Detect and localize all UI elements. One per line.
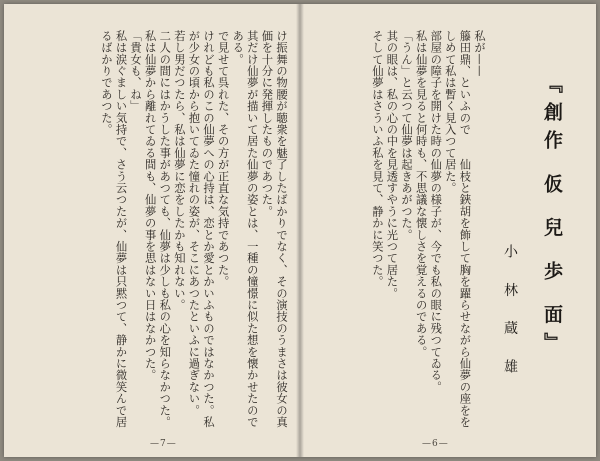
right-page xyxy=(304,4,596,457)
page-number: —6— xyxy=(422,439,449,449)
paragraph: 若し男だつたら、私は仙夢に恋をしたかも知れない。 xyxy=(172,30,186,311)
paragraph: 籐田鼎、といふので 仙枝と鋏胡を飾して胸を躍らせながら仙夢の座ををしめて私は暫く見入つて居た。 xyxy=(443,30,472,428)
paragraph: けれども私のこの仙夢への心持は、恋とか愛とかいふものではなかつた。私が少女の頃から抱いてゐた憧れの姿が、そこにあつたといふに過ぎない。 xyxy=(187,30,216,428)
author-name: 小 林 蔵 雄 xyxy=(502,244,518,384)
paragraph: け振舞の物腰が聴衆を魅了したばかりでなく、その演技のうまさは彼女の真価を十分に発揮したものであつた。 xyxy=(260,30,288,428)
dialogue-line: 「うん」と云つて仙夢は起きあがつた。 xyxy=(400,30,414,241)
paragraph: 私が—— xyxy=(473,30,486,77)
paragraph: 其の眼は、私の心の中を見透すやうに光つて居た。 xyxy=(385,30,399,300)
left-page-text xyxy=(18,30,288,432)
paragraph: 私は仙夢から離れてゐる間も、仙夢の事を思はない日はなかつた。 xyxy=(143,30,157,381)
paragraph: 部屋の障子を開けた時の仙夢の様子が、今でも私の眼に残つてゐる。 xyxy=(429,30,443,393)
story-title: 『創作 仮 兒 歩 面』 xyxy=(541,74,563,361)
right-page-text xyxy=(310,30,486,432)
book-gutter xyxy=(296,4,304,457)
left-page xyxy=(4,4,296,457)
dialogue-line: 「貴女も、ね」 xyxy=(129,30,143,112)
paragraph: 其だけ仙夢が描いて居た仙夢の姿とは、一種の憧憬に似た想を懐かせたのである。 xyxy=(231,30,259,428)
paragraph: 二人の間にはかうした事があつても、仙夢は少しも私の心を知らなかつた。 xyxy=(158,30,172,428)
paragraph: で見せて呉れた、その方が正直な気持であつた。 xyxy=(216,30,230,288)
paragraph: 私は涙ぐましい気持で、さう云つたが、仙夢は只黙つて、静かに微笑んで居るばかりであつた。 xyxy=(99,30,128,428)
paragraph: そして仙夢はさういふ私を見て、静かに笑つた。 xyxy=(370,30,384,288)
book-spread xyxy=(4,4,596,457)
paragraph: 私は仙夢を見ると何時も、不思議な懐しさを覚えるのである。 xyxy=(414,30,428,358)
page-number: —7— xyxy=(150,439,177,449)
